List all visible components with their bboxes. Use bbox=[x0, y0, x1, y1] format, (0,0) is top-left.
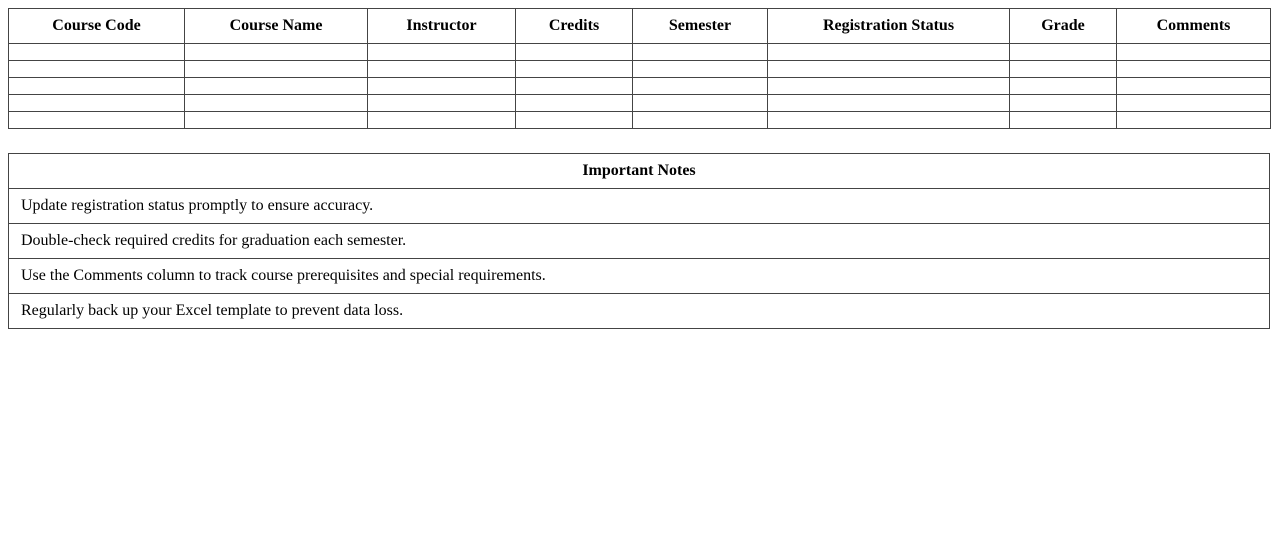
note-row bbox=[9, 189, 1270, 224]
cell-instructor[interactable] bbox=[368, 112, 516, 129]
note-row bbox=[9, 224, 1270, 259]
note-item: Use the Comments column to track course prerequisites and special requirements. bbox=[9, 259, 1270, 294]
table-row bbox=[9, 61, 1271, 78]
cell-comments[interactable] bbox=[1117, 61, 1271, 78]
notes-title: Important Notes bbox=[9, 154, 1270, 189]
cell-comments[interactable] bbox=[1117, 95, 1271, 112]
header-grade: Grade bbox=[1010, 9, 1117, 44]
cell-semester[interactable] bbox=[633, 95, 768, 112]
note-row bbox=[9, 294, 1270, 329]
cell-credits[interactable] bbox=[516, 61, 633, 78]
cell-course-name[interactable] bbox=[185, 78, 368, 95]
cell-course-name[interactable] bbox=[185, 44, 368, 61]
cell-instructor[interactable] bbox=[368, 44, 516, 61]
cell-registration-status[interactable] bbox=[768, 44, 1010, 61]
cell-comments[interactable] bbox=[1117, 78, 1271, 95]
table-row bbox=[9, 95, 1271, 112]
header-comments: Comments bbox=[1117, 9, 1271, 44]
cell-credits[interactable] bbox=[516, 44, 633, 61]
cell-registration-status[interactable] bbox=[768, 78, 1010, 95]
cell-course-code[interactable] bbox=[9, 44, 185, 61]
header-course-name: Course Name bbox=[185, 9, 368, 44]
cell-semester[interactable] bbox=[633, 61, 768, 78]
cell-comments[interactable] bbox=[1117, 44, 1271, 61]
table-row bbox=[9, 78, 1271, 95]
note-item: Regularly back up your Excel template to prevent data loss. bbox=[9, 294, 1270, 329]
cell-course-code[interactable] bbox=[9, 78, 185, 95]
cell-grade[interactable] bbox=[1010, 95, 1117, 112]
cell-grade[interactable] bbox=[1010, 61, 1117, 78]
cell-course-name[interactable] bbox=[185, 95, 368, 112]
header-semester: Semester bbox=[633, 9, 768, 44]
cell-credits[interactable] bbox=[516, 95, 633, 112]
header-course-code: Course Code bbox=[9, 9, 185, 44]
table-row bbox=[9, 44, 1271, 61]
cell-instructor[interactable] bbox=[368, 61, 516, 78]
cell-credits[interactable] bbox=[516, 78, 633, 95]
note-row bbox=[9, 259, 1270, 294]
cell-grade[interactable] bbox=[1010, 44, 1117, 61]
cell-semester[interactable] bbox=[633, 112, 768, 129]
header-instructor: Instructor bbox=[368, 9, 516, 44]
cell-semester[interactable] bbox=[633, 78, 768, 95]
cell-course-code[interactable] bbox=[9, 95, 185, 112]
cell-course-code[interactable] bbox=[9, 61, 185, 78]
cell-registration-status[interactable] bbox=[768, 95, 1010, 112]
cell-registration-status[interactable] bbox=[768, 61, 1010, 78]
cell-grade[interactable] bbox=[1010, 112, 1117, 129]
cell-comments[interactable] bbox=[1117, 112, 1271, 129]
cell-course-name[interactable] bbox=[185, 61, 368, 78]
notes-header-row bbox=[9, 154, 1270, 189]
cell-course-code[interactable] bbox=[9, 112, 185, 129]
cell-instructor[interactable] bbox=[368, 95, 516, 112]
cell-course-name[interactable] bbox=[185, 112, 368, 129]
cell-registration-status[interactable] bbox=[768, 112, 1010, 129]
header-registration-status: Registration Status bbox=[768, 9, 1010, 44]
cell-instructor[interactable] bbox=[368, 78, 516, 95]
table-row bbox=[9, 112, 1271, 129]
cell-credits[interactable] bbox=[516, 112, 633, 129]
header-row bbox=[9, 9, 1271, 44]
note-item: Update registration status promptly to ensure accuracy. bbox=[9, 189, 1270, 224]
header-credits: Credits bbox=[516, 9, 633, 44]
cell-semester[interactable] bbox=[633, 44, 768, 61]
note-item: Double-check required credits for graduation each semester. bbox=[9, 224, 1270, 259]
course-registration-table bbox=[8, 8, 1271, 129]
cell-grade[interactable] bbox=[1010, 78, 1117, 95]
important-notes-table bbox=[8, 153, 1270, 329]
